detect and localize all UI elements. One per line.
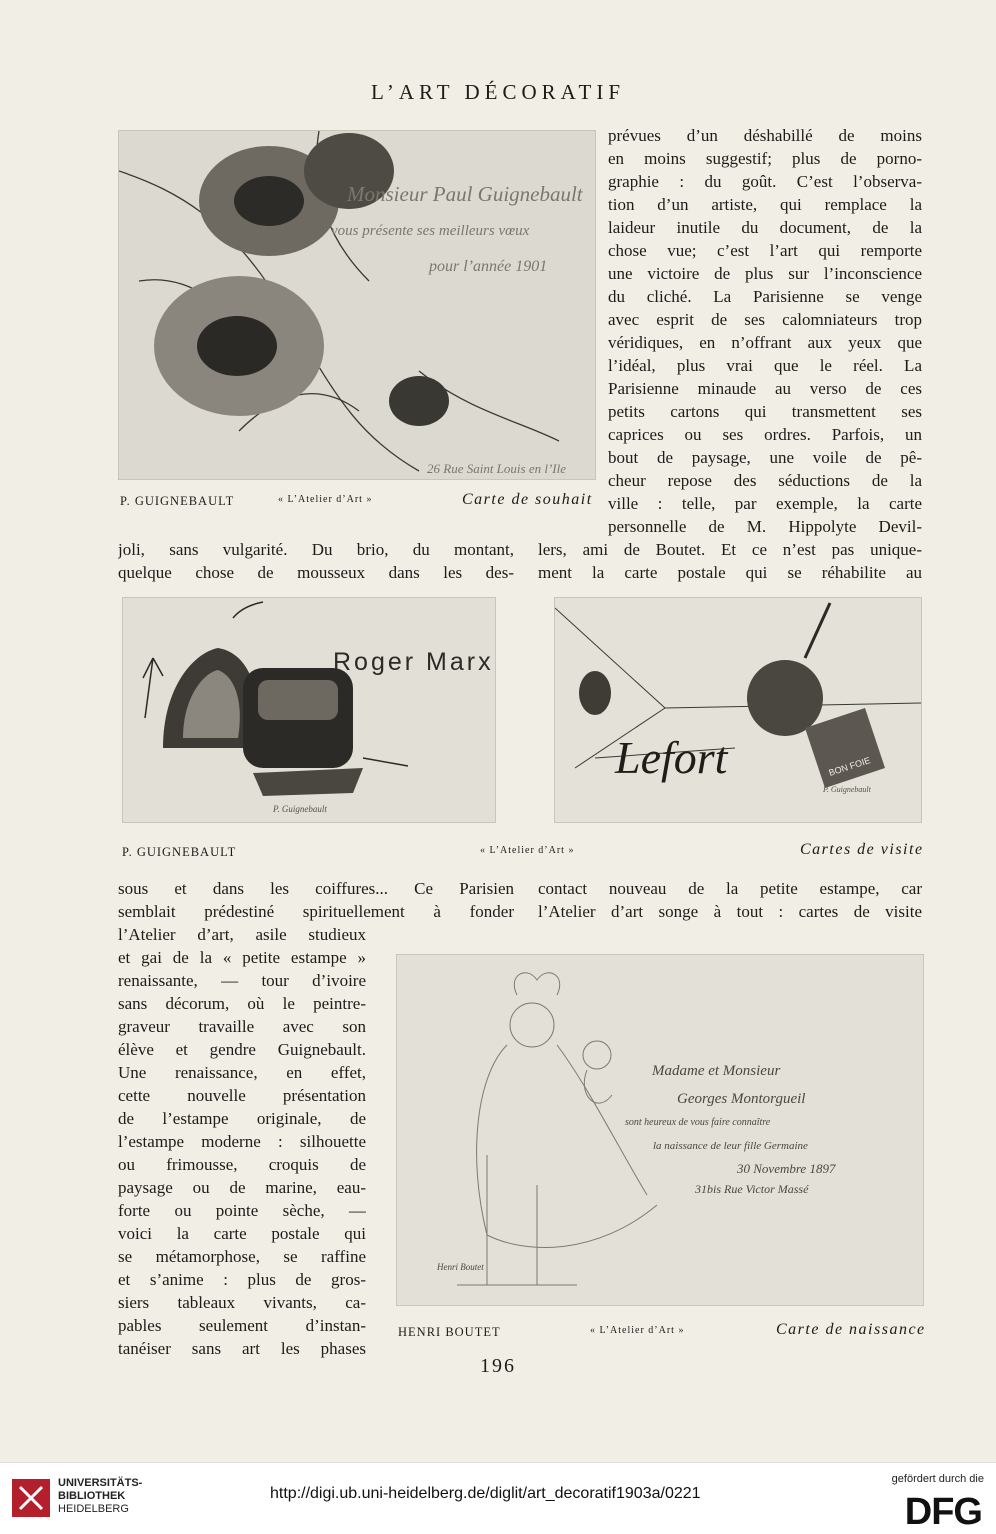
text-line: contact nouveau de la petite estampe, car	[538, 879, 922, 898]
visiting-card-roger-marx	[122, 597, 496, 823]
text-line: cette nouvelle présentation	[118, 1086, 366, 1105]
text-line: caprices ou ses ordres. Parfois, un	[608, 425, 922, 444]
text-line: personnelle de M. Hippolyte Devil-	[608, 517, 922, 536]
page-number: 196	[480, 1355, 516, 1377]
text-line: cheur repose des séductions de la	[608, 471, 922, 490]
birth-line-6: 31bis Rue Victor Massé	[695, 1182, 809, 1196]
text-line: ou frimousse, croquis de	[118, 1155, 366, 1174]
greeting-card-image	[118, 130, 596, 480]
text-line: paysage ou de marine, eau-	[118, 1178, 366, 1197]
text-line: tion d’un artiste, qui remplace la	[608, 195, 922, 214]
card-line-2: vous présente ses meilleurs vœux	[331, 223, 530, 239]
permalink-url[interactable]: http://digi.ub.uni-heidelberg.de/diglit/art_decoratif1903a/0221	[270, 1485, 701, 1502]
greeting-card-caption-title: Carte de souhait	[462, 491, 593, 508]
greeting-card-caption-source: « L’Atelier d’Art »	[278, 494, 373, 505]
card-line-3: pour l’année 1901	[429, 258, 548, 275]
visiting-cards-caption-source: « L’Atelier d’Art »	[480, 845, 575, 856]
text-line: et gai de la « petite estampe »	[118, 948, 366, 967]
library-name-line: BIBLIOTHEK	[58, 1490, 126, 1502]
roger-marx-illustration	[123, 598, 495, 822]
text-line: du cliché. La Parisienne se venge	[608, 287, 922, 306]
university-logo-icon	[10, 1477, 52, 1519]
text-line: l’Atelier d’art songe à tout : cartes de visite	[538, 902, 922, 921]
text-line: voici la carte postale qui	[118, 1224, 366, 1243]
text-line: sans décorum, où le peintre-	[118, 994, 366, 1013]
lefort-illustration	[555, 598, 921, 822]
still-life-inkwell	[243, 668, 363, 796]
funding-note: gefördert durch die	[891, 1473, 984, 1485]
text-line: pables seulement d’instan-	[118, 1316, 366, 1335]
birth-line-3: sont heureux de vous faire connaître	[625, 1117, 771, 1128]
text-line: tanéiser sans art les phases	[118, 1339, 366, 1358]
text-line: prévues d’un déshabillé de moins	[608, 126, 922, 145]
digitization-footer	[0, 1462, 996, 1534]
text-line: laideur inutile du document, de la	[608, 218, 922, 237]
text-line: quelque chose de mousseux dans les des-	[118, 563, 514, 582]
artist-signature: P. Guignebault	[823, 785, 871, 794]
text-line: forte ou pointe sèche, —	[118, 1201, 366, 1220]
text-line: et s’anime : plus de gros-	[118, 1270, 366, 1289]
text-line: lers, ami de Boutet. Et ce n’est pas unique-	[538, 540, 922, 559]
greeting-card-caption-artist: P. GUIGNEBAULT	[120, 494, 235, 508]
text-line: joli, sans vulgarité. Du brio, du montant,	[118, 540, 514, 559]
text-line: bout de paysage, une voile de pê-	[608, 448, 922, 467]
artist-signature: Henri Boutet	[437, 1262, 484, 1272]
birth-line-5: 30 Novembre 1897	[737, 1161, 836, 1176]
text-line: une victoire de plus sur l’inconscience	[608, 264, 922, 283]
text-line: l’Atelier d’art, asile studieux	[118, 925, 366, 944]
birth-card-caption-artist: HENRI BOUTET	[398, 1325, 501, 1339]
visiting-cards-caption-artist: P. GUIGNEBAULT	[122, 845, 237, 859]
text-line: ment la carte postale qui se réhabilite au	[538, 563, 922, 582]
greeting-card-illustration	[119, 131, 595, 479]
text-line: en moins suggestif; plus de porno-	[608, 149, 922, 168]
text-line: véridiques, en n’offrant aux yeux que	[608, 333, 922, 352]
library-name-line: HEIDELBERG	[58, 1503, 129, 1515]
text-line: ville : telle, par exemple, la carte	[608, 494, 922, 513]
running-title: L’ART DÉCORATIF	[370, 80, 625, 104]
birth-line-1: Madame et Monsieur	[652, 1063, 781, 1079]
text-line: élève et gendre Guignebault.	[118, 1040, 366, 1059]
birth-card-image	[396, 954, 924, 1306]
library-name-line: UNIVERSITÄTS-	[58, 1477, 143, 1489]
library-name	[58, 1477, 142, 1516]
text-line: siers tableaux vivants, ca-	[118, 1293, 366, 1312]
beetle	[579, 671, 611, 715]
text-line: l’idéal, plus vrai que le réel. La	[608, 356, 922, 375]
text-line: avec esprit de ses calomniateurs trop	[608, 310, 922, 329]
text-line: graveur travaille avec son	[118, 1017, 366, 1036]
card-line-1: Monsieur Paul Guignebault	[347, 182, 583, 206]
text-line: semblait prédestiné spirituellement à fonder	[118, 902, 514, 921]
card-name: Roger Marx	[333, 648, 494, 676]
text-line: de l’estampe originale, de	[118, 1109, 366, 1128]
text-line: renaissante, — tour d’ivoire	[118, 971, 366, 990]
dfg-logo: DFG	[904, 1491, 982, 1533]
text-line: Une renaissance, en effet,	[118, 1063, 366, 1082]
text-line: sous et dans les coiffures... Ce Parisien	[118, 879, 514, 898]
visiting-cards-caption-title: Cartes de visite	[800, 841, 924, 858]
card-name: Lefort	[615, 732, 728, 783]
text-line: Parisienne minaude au verso de ces	[608, 379, 922, 398]
visiting-card-lefort	[554, 597, 922, 823]
text-line: graphie : du goût. C’est l’observa-	[608, 172, 922, 191]
birth-card-illustration	[397, 955, 923, 1305]
birth-line-4: la naissance de leur fille Germaine	[653, 1140, 808, 1152]
text-line: l’estampe moderne : silhouette	[118, 1132, 366, 1151]
birth-line-2: Georges Montorgueil	[677, 1091, 806, 1107]
birth-card-caption-source: « L’Atelier d’Art »	[590, 1325, 685, 1336]
text-line: se métamorphose, se raffine	[118, 1247, 366, 1266]
card-address: 26 Rue Saint Louis en l’Ile	[427, 461, 567, 476]
birth-card-caption-title: Carte de naissance	[776, 1321, 926, 1338]
book-label-text: BON FOIE	[827, 755, 872, 778]
artist-signature: P. Guignebault	[273, 804, 327, 814]
text-line: petits cartons qui transmettent ses	[608, 402, 922, 421]
text-line: chose vue; c’est l’art qui remporte	[608, 241, 922, 260]
